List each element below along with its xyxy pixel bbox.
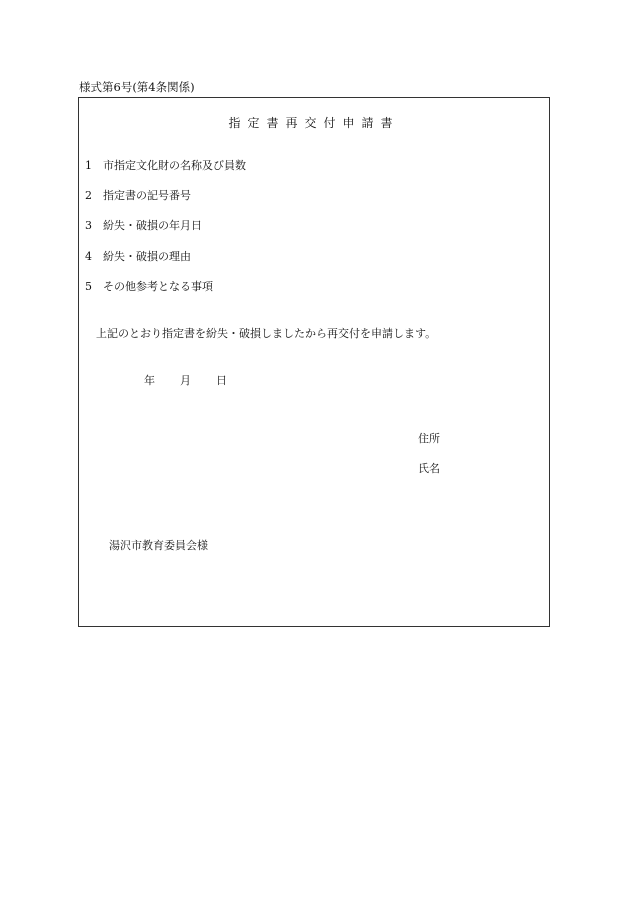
date-day-label: 日 xyxy=(216,374,227,387)
item-3 xyxy=(85,219,202,233)
item-label: その他参考となる事項 xyxy=(103,280,213,293)
item-number: 3 xyxy=(85,219,92,232)
item-1 xyxy=(85,159,246,173)
item-number: 2 xyxy=(85,189,92,202)
recipient: 湯沢市教育委員会様 xyxy=(109,539,208,552)
item-label: 指定書の記号番号 xyxy=(103,189,191,202)
item-5 xyxy=(85,280,213,294)
item-2 xyxy=(85,189,191,203)
item-label: 紛失・破損の年月日 xyxy=(103,219,202,232)
applicant-name-label: 氏名 xyxy=(418,462,440,475)
date-year-label: 年 xyxy=(144,374,155,387)
date-month-label: 月 xyxy=(180,374,191,387)
item-number: 1 xyxy=(85,159,92,172)
item-number: 4 xyxy=(85,250,92,263)
item-4 xyxy=(85,250,191,264)
item-label: 市指定文化財の名称及び員数 xyxy=(103,159,246,172)
item-label: 紛失・破損の理由 xyxy=(103,250,191,263)
application-form-frame xyxy=(78,97,550,627)
form-number: 様式第6号(第4条関係) xyxy=(79,80,195,94)
applicant-address-label: 住所 xyxy=(418,432,440,445)
item-number: 5 xyxy=(85,280,92,293)
form-title: 指定書再交付申請書 xyxy=(228,116,400,130)
application-statement: 上記のとおり指定書を紛失・破損しましたから再交付を申請します。 xyxy=(96,327,437,340)
